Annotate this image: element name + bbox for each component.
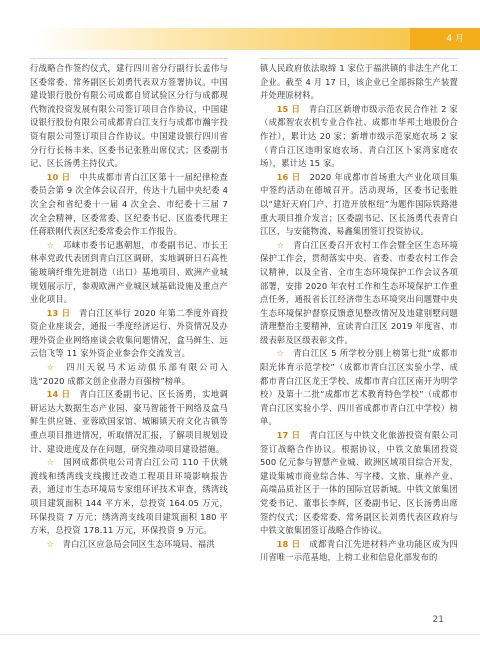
chronicle-entry	[30, 388, 228, 456]
entry-text: 青白江区委副书记、区长汤勇，实地调研运达大数据生态产业园、豪马智能骨干网络及盒马鲜生供应链、亚蓉欧国家馆、城厢镇天府文化古镇等重点项目推进情况，听取情况汇报，了解项目规划设计、建设进度及存在问题，研究推动项目建设措施。	[30, 389, 228, 454]
entry-text: 2020 年成都市首场重大产业化项目集中签约活动在德城召开。活动现场，区委书记张胜以“建好天府门户、打造开放枢纽”为题作国际铁路港重大项目推介发言；区委副书记、区长汤勇代表青白江区，与安能物流、易鑫集团签订投资协议。	[260, 171, 458, 237]
chronicle-entry	[260, 239, 458, 348]
header-month: 4 月	[446, 34, 464, 44]
chronicle-entry	[260, 429, 458, 538]
chronicle-entry	[30, 538, 228, 552]
chronicle-entry	[260, 171, 458, 239]
header-bar-gradient	[36, 28, 410, 50]
entry-text: 青白江区应急局会同区生态环境局、福洪	[62, 538, 215, 549]
right-column-rule	[260, 58, 458, 59]
entry-text: 邛崃市委书记惠朝旭，市委副书记、市长王林率党政代表团到青白江区调研，实地调研日石高性能玻璃纤维先进制造（出口）基地项目、欧洲产业城规划展示厅，参观欧洲产业城区域基础设施及重点产业化项目。	[30, 239, 229, 305]
entry-date: 13 日	[46, 307, 71, 318]
star-bullet-icon: ☆	[46, 457, 55, 468]
chronicle-entry	[260, 347, 458, 429]
continued-paragraph	[30, 62, 228, 171]
entry-text: 镇人民政府依法取缔 1 家位于福洪镇的非法生产化工企业。截至 4 月 17 日，该企业已全部拆除生产装置并处理原材料。	[260, 63, 458, 101]
chronicle-entry	[260, 538, 458, 565]
chronicle-entry	[260, 103, 458, 171]
header-bar-left	[0, 28, 36, 50]
entry-text: 成都青白江先进材料产业功能区成为四川省唯一示范基地，上榜工业和信息化部发布的	[260, 538, 458, 563]
entry-text: 国网成都供电公司青白江公司 110 千伏姚渡线和绣湾线支线搬迁改造工程项目环境影响报告表，通过市生态环境局专家组环评技术审查，绣湾线项目建筑面积 144 平方米，总投资 164.05 万元，环保投资 7 万元；绣湾湾支线项目建筑面积 180 平方米，总投资 178.11 万元，环保投资 9 万元。	[30, 457, 228, 536]
chronicle-entry	[30, 307, 228, 361]
entry-text: 青白江区举行 2020 年第二季度外商投资企业座谈会，通报一季度经济运行、外资情况及办理外资企业网络座谈会收集问题情况，盒马鲜生、远云信飞等 11 家外资企业参会作交流发言。	[30, 307, 228, 359]
entry-date: 10 日	[46, 171, 71, 182]
chronicle-entry	[30, 171, 228, 239]
chronicle-entry	[30, 239, 228, 307]
left-column	[30, 62, 228, 551]
entry-text: 青白江区新增市级示范农民合作社 2 家（成都智农农机专业合作社、成都市华邦土地股份合作社），累计达 20 家；新增市级示范家庭农场 2 家（青白江区违明家庭农场、青白江区卜家湾家庭农场），累计达 15 家。	[260, 103, 458, 169]
star-bullet-icon: ☆	[46, 362, 56, 373]
star-bullet-icon: ☆	[46, 239, 55, 250]
entry-date: 18 日	[276, 538, 301, 549]
entry-text: 青白江区委召开农村工作会暨全区生态环境保护工作会，贯彻落实中央、省委、市委农村工作会议精神，以及全省、全市生态环境保护工作会议各项部署，安排 2020 年农村工作和生态环境保护工作重点任务，通报省长江经济带生态环境突出问题暨中央生态环境保护督察反馈意见整改情况及违建别墅问题清理整治主要精神，宣读青白江区 2019 年度省、市级表彰及区级表彰文件。	[260, 239, 459, 345]
footer-rule	[0, 634, 480, 635]
star-bullet-icon: ☆	[276, 239, 285, 250]
star-bullet-icon: ☆	[46, 538, 55, 549]
header-bar-month-block	[410, 28, 480, 50]
right-column	[260, 62, 458, 565]
entry-text: 青白江区与中铁文化旅游投资有限公司签订战略合作协议。根据协议，中铁文旅集团投资 500 亿元参与智慧产业城、欧洲区域项目综合开发，建设集城市商业综合体、写字楼、文旅、康养产业、高端品质社区于一体的国际宜居新城。中铁文旅集团党委书记、董事长李辉，区委副书记、区长汤勇出席签约仪式；区委常委、常务副区长刘勇代表区政府与中铁文旅集团签订战略合作协议。	[260, 430, 458, 536]
star-bullet-icon: ☆	[276, 348, 285, 359]
continued-paragraph	[260, 62, 458, 103]
entry-text: 四川天锐马术运动俱乐部有限公司入选“2020 成都文创企业潜力百强榜”榜单。	[30, 362, 229, 386]
header-bar	[0, 28, 480, 50]
page-number: 21	[432, 615, 444, 625]
entry-text: 中共成都市青白江区第十一届纪律检查委员会第 9 次全体会议召开，传达十九届中央纪委 4 次全会和省纪委十一届 4 次全会、市纪委十三届 7 次全会精神，区委常委、区纪委书记、区监委代理主任蒋联刚代表区纪委常委会作工作报告。	[30, 171, 228, 237]
entry-text: 行战略合作签约仪式，建行四川省分行副行长孟伟与区委常委、常务副区长刘勇代表双方签署协议。中国建设银行股份有限公司成都自贸试验区分行与成都现代物流投资发展有限公司签订项目合作协议，中国建设银行股份有限公司成都青白江支行与成都市瀚宇投资有限公司签订项目合作协议。中国建设银行四川省分行行长杨丰来、区委书记张胜出席仪式；区委副书记、区长汤勇主持仪式。	[30, 63, 228, 169]
chronicle-entry	[30, 361, 228, 388]
left-column-rule	[30, 58, 228, 59]
entry-text: 青白江区 5 所学校分别上榜第七批“成都市阳光体育示范学校”（成都市青白江区实验小学、成都市青白江区龙王学校、成都市青白江区南开为明学校）及第十二批“成都市艺术教育特色学校”（成都市青白江区实验小学、四川省成都市青白江中学校）榜单。	[260, 348, 458, 427]
entry-date: 17 日	[276, 430, 301, 441]
chronicle-entry	[30, 456, 228, 538]
entry-date: 14 日	[46, 389, 71, 400]
entry-date: 16 日	[276, 171, 301, 182]
entry-date: 15 日	[276, 103, 301, 114]
